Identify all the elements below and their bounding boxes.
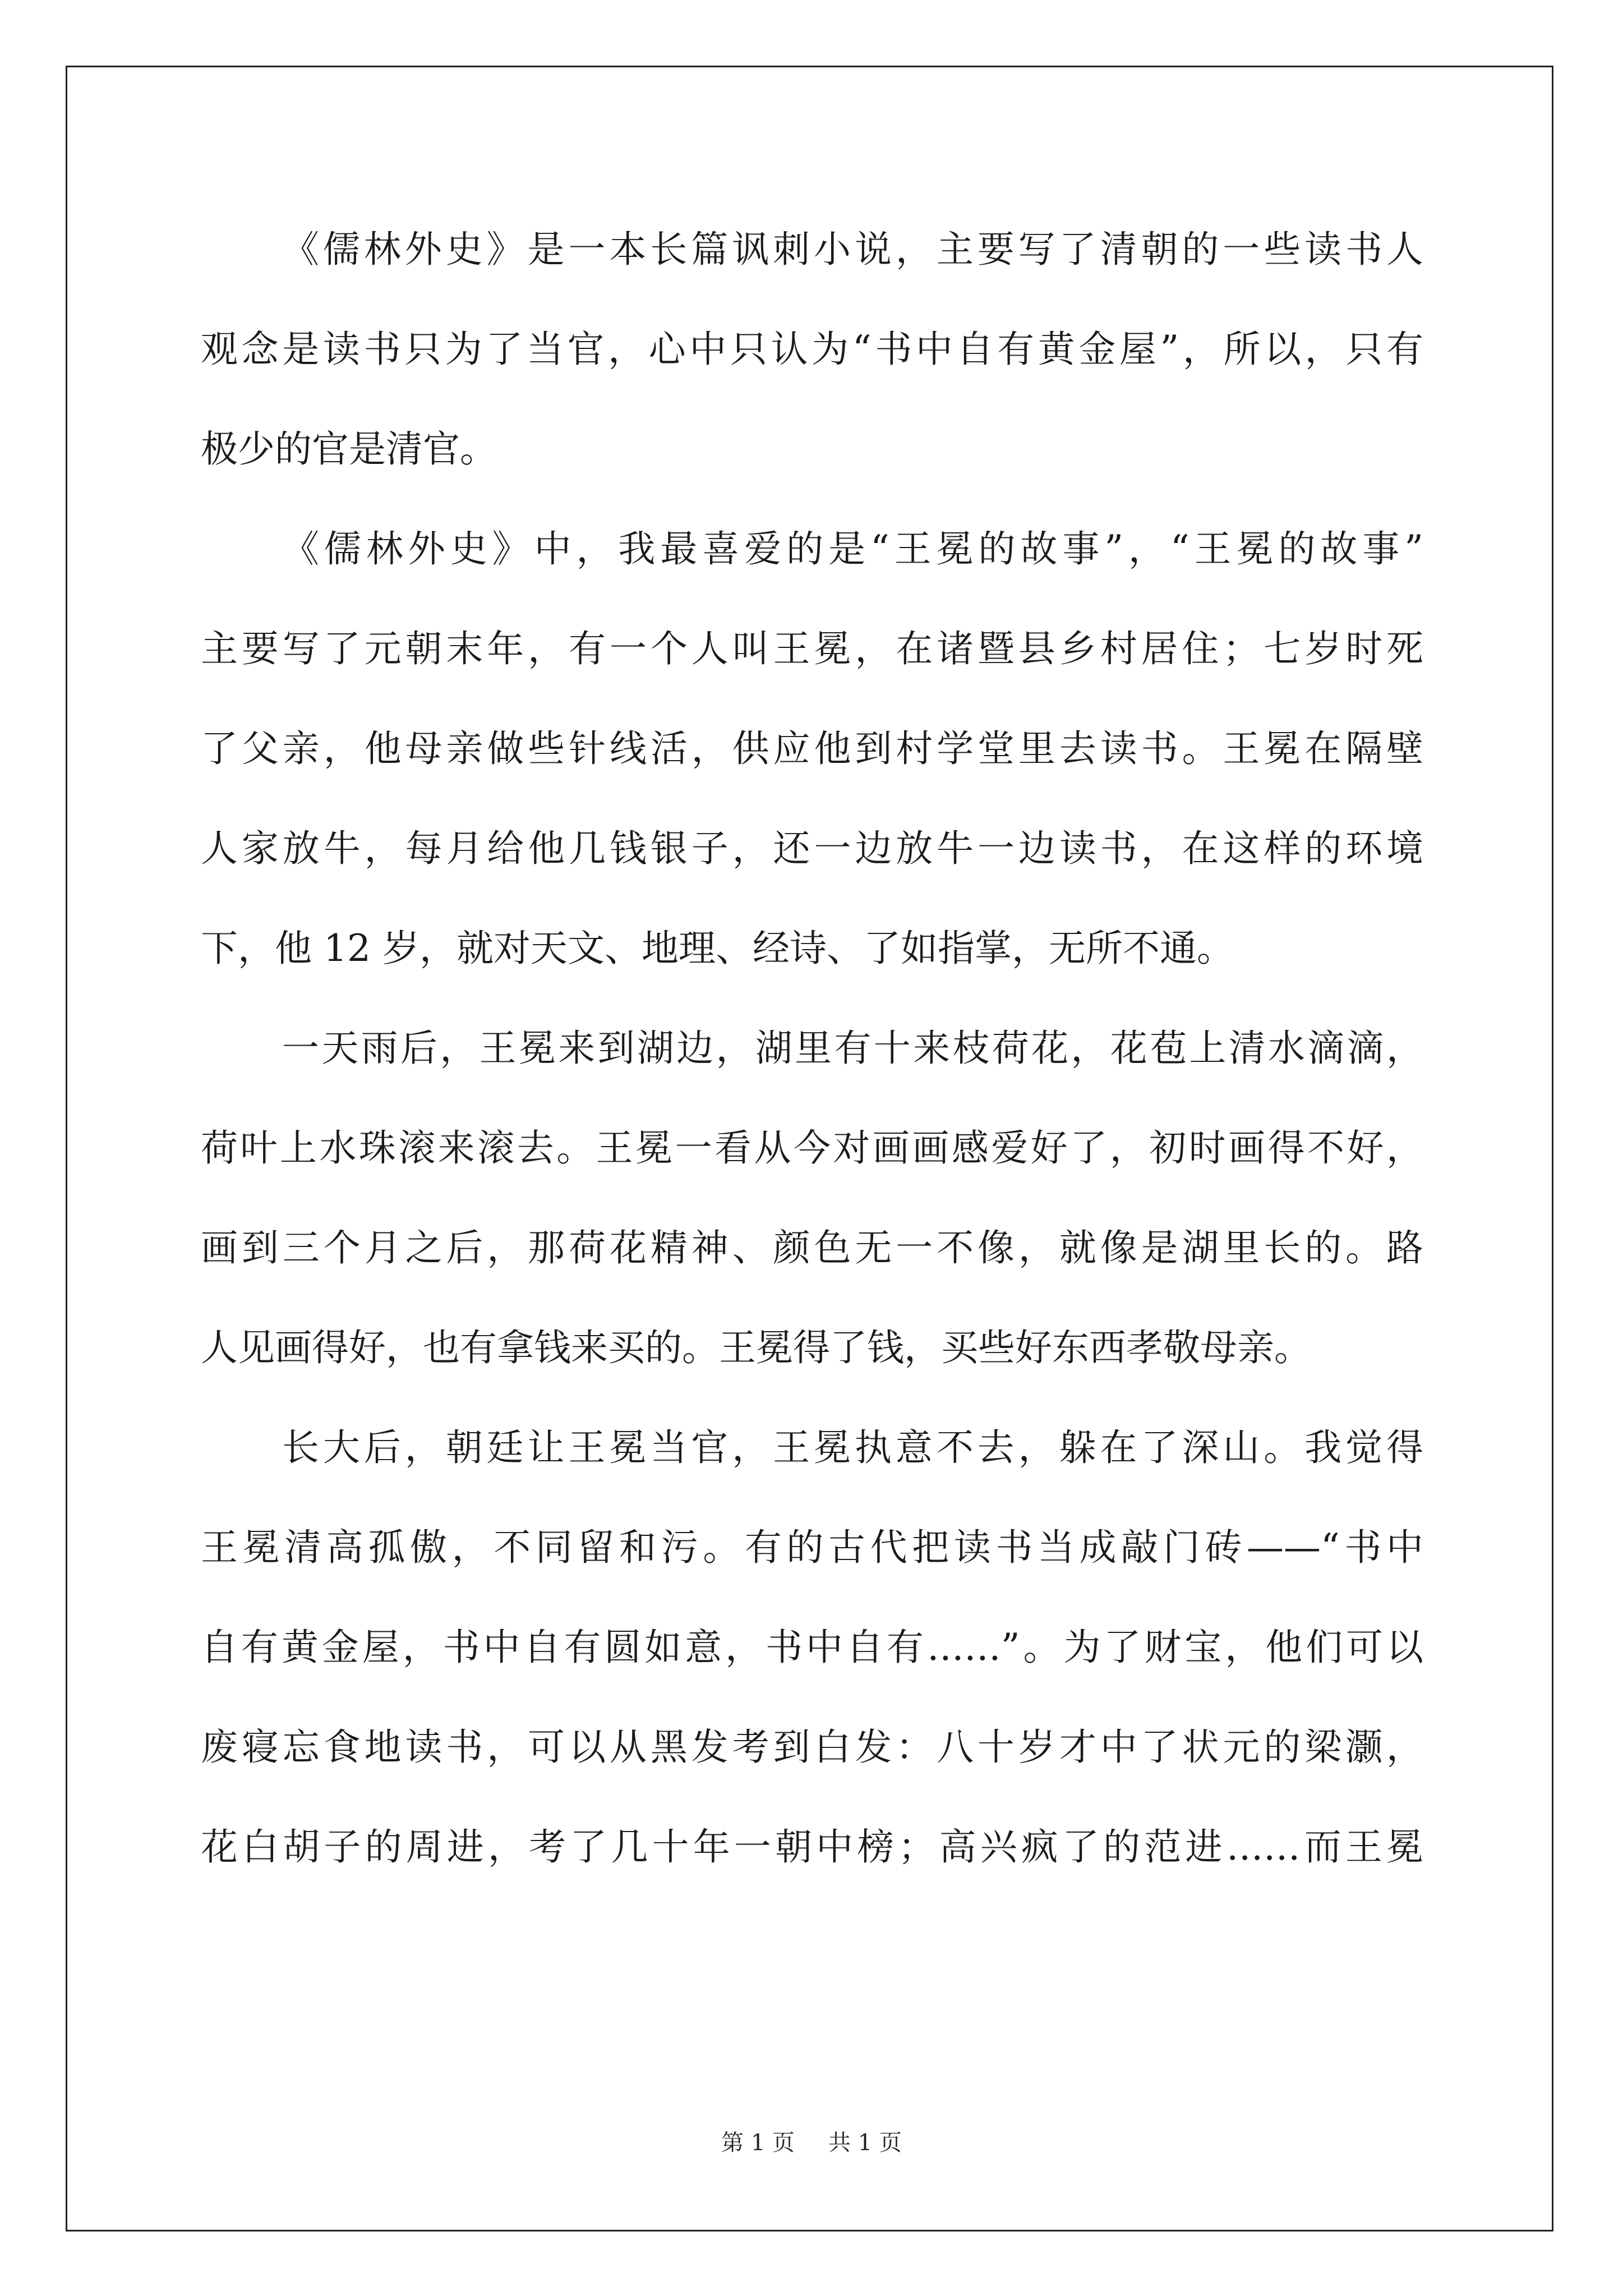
paragraph-2-line-4: 人家放牛，每月给他几钱银子，还一边放牛一边读书，在这样的环境 bbox=[201, 827, 1423, 870]
paragraph-1-line-3: 极少的官是清官。 bbox=[201, 427, 497, 471]
page-number-total: 共 1 页 bbox=[828, 2130, 902, 2156]
paragraph-1-line-2: 观念是读书只为了当官，心中只认为“书中自有黄金屋”，所以，只有 bbox=[201, 328, 1423, 371]
paragraph-4-line-2: 王冕清高孤傲，不同留和污。有的古代把读书当成敲门砖——“书中 bbox=[201, 1526, 1423, 1569]
page-footer bbox=[0, 2126, 1623, 2160]
paragraph-4-line-5: 花白胡子的周进，考了几十年一朝中榜；高兴疯了的范进……而王冕 bbox=[201, 1825, 1423, 1869]
paragraph-2-line-1: 《儒林外史》中，我最喜爱的是“王冕的故事”，“王冕的故事” bbox=[282, 527, 1423, 570]
paragraph-3-line-3: 画到三个月之后，那荷花精神、颜色无一不像，就像是湖里长的。路 bbox=[201, 1226, 1423, 1269]
paragraph-4-line-4: 废寝忘食地读书，可以从黑发考到白发：八十岁才中了状元的梁灏， bbox=[201, 1726, 1423, 1769]
page-number-current: 第 1 页 bbox=[721, 2130, 795, 2156]
paragraph-2-line-2: 主要写了元朝末年，有一个人叫王冕，在诸暨县乡村居住；七岁时死 bbox=[201, 627, 1423, 670]
paragraph-3-line-4: 人见画得好，也有拿钱来买的。王冕得了钱，买些好东西孝敬母亲。 bbox=[201, 1326, 1311, 1369]
paragraph-2-line-3: 了父亲，他母亲做些针线活，供应他到村学堂里去读书。王冕在隔壁 bbox=[201, 727, 1423, 770]
paragraph-4-line-1: 长大后，朝廷让王冕当官，王冕执意不去，躲在了深山。我觉得 bbox=[282, 1426, 1423, 1469]
paragraph-2-line-5: 下，他 12 岁，就对天文、地理、经诗、了如指掌，无所不通。 bbox=[201, 927, 1234, 970]
paragraph-3-line-2: 荷叶上水珠滚来滚去。王冕一看从今对画画感爱好了，初时画得不好， bbox=[201, 1126, 1423, 1170]
paragraph-1-line-1: 《儒林外史》是一本长篇讽刺小说，主要写了清朝的一些读书人 bbox=[282, 228, 1423, 271]
paragraph-4-line-3: 自有黄金屋，书中自有圆如意，书中自有……”。为了财宝，他们可以 bbox=[201, 1626, 1423, 1669]
paragraph-3-line-1: 一天雨后，王冕来到湖边，湖里有十来枝荷花，花苞上清水滴滴， bbox=[282, 1027, 1423, 1070]
